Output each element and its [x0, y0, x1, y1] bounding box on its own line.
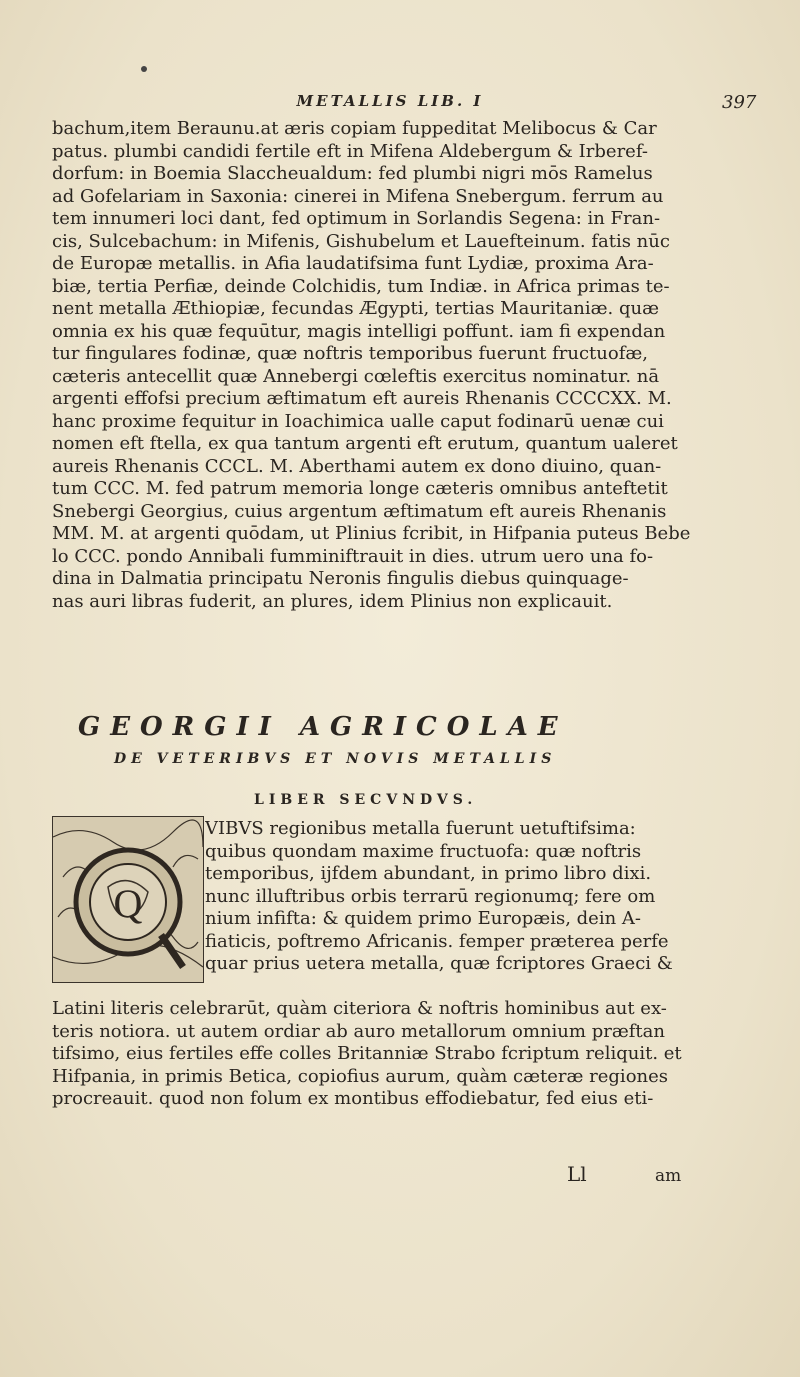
text-line: quar prius uetera metalla, quæ fcriptores Graeci &: [205, 953, 673, 974]
text-line: nunc illuftribus orbis terrarū regionumq; fere om: [205, 885, 656, 907]
woodcut-ornament: [53, 817, 203, 982]
signature-mark: Ll: [567, 1162, 587, 1186]
page-number: 397: [722, 92, 757, 113]
text-line: argenti effofsi precium æftimatum eft aureis Rhenanis CCCCXX. M.: [52, 388, 672, 409]
text-line: bachum,item Beraunu.at æris copiam fuppeditat Melibocus & Car: [52, 118, 657, 139]
chapter-subheading: DE VETERIBVS ET NOVIS METALLIS: [114, 751, 557, 767]
text-line: cis, Sulcebachum: in Mifenis, Gishubelum et Lauefteinum. fatis nūc: [52, 230, 670, 252]
text-line: MM. M. at argenti quōdam, ut Plinius fcribit, in Hifpania puteus Bebe: [52, 523, 691, 544]
chapter-heading: GEORGII AGRICOLAE: [78, 712, 568, 742]
text-line: omnia ex his quæ fequūtur, magis intelligi poffunt. iam fi expendan: [52, 320, 666, 342]
ink-dot: [141, 66, 147, 72]
text-line: lo CCC. pondo Annibali fumminiftrauit in dies. utrum uero una fo-: [52, 545, 654, 567]
text-line: Hifpania, in primis Betica, copiofius aurum, quàm cæteræ regiones: [52, 1065, 669, 1087]
text-line: tem innumeri loci dant, fed optimum in Sorlandis Segena: in Fran-: [52, 208, 661, 229]
text-line: patus. plumbi candidi fertile eft in Mifena Aldebergum & Irberef-: [52, 140, 648, 162]
text-line: nomen eft ftella, ex qua tantum argenti eft erutum, quantum ualeret: [52, 433, 678, 454]
text-line: teris notiora. ut autem ordiar ab auro metallorum omnium præftan: [52, 1020, 665, 1042]
text-line: aureis Rhenanis CCCL. M. Aberthami autem ex dono diuino, quan-: [52, 455, 662, 477]
decorated-initial: [52, 816, 204, 983]
text-line: procreauit. quod non folum ex montibus effodiebatur, fed eius eti-: [52, 1088, 654, 1109]
paragraph-2: [52, 998, 752, 1111]
text-line: Snebergi Georgius, cuius argentum æftimatum eft aureis Rhenanis: [52, 500, 667, 522]
text-line: nent metalla Æthiopiæ, fecundas Ægypti, tertias Mauritaniæ. quæ: [52, 298, 659, 319]
initial-letter: Q: [113, 881, 143, 926]
indented-paragraph: [205, 818, 753, 976]
text-line: tifsimo, eius fertiles effe colles Britanniæ Strabo fcriptum reliquit. et: [52, 1043, 682, 1064]
text-line: nium infifta: & quidem primo Europæis, dein A-: [205, 908, 641, 929]
text-line: dorfum: in Boemia Slaccheualdum: fed plumbi nigri mōs Ramelus: [52, 163, 653, 184]
text-line: nas auri libras fuderit, an plures, idem Plinius non explicauit.: [52, 590, 613, 612]
text-line: Latini literis celebrarūt, quàm citeriora & noftris hominibus aut ex-: [52, 998, 667, 1019]
text-line: tum CCC. M. fed patrum memoria longe cæteris omnibus anteftetit: [52, 478, 668, 499]
text-line: quibus quondam maxime fructuofa: quæ noftris: [205, 840, 642, 862]
paragraph-1: [52, 118, 752, 613]
text-line: de Europæ metallis. in Afia laudatifsima funt Lydiæ, proxima Ara-: [52, 253, 654, 274]
text-line: VIBVS regionibus metalla fuerunt uetuftifsima:: [205, 818, 636, 839]
running-head: METALLIS LIB. I: [296, 92, 484, 110]
text-line: fiaticis, poftremo Africanis. femper præterea perfe: [205, 930, 669, 952]
text-line: cæteris antecellit quæ Annebergi cœleftis exercitus nominatur. nā: [52, 365, 660, 387]
text-line: tur fingulares fodinæ, quæ noftris temporibus fuerunt fructuofæ,: [52, 343, 649, 364]
book-heading: LIBER SECVNDVS.: [254, 792, 478, 808]
text-line: temporibus, ijfdem abundant, in primo libro dixi.: [205, 863, 652, 884]
catchword: am: [655, 1166, 682, 1186]
text-line: biæ, tertia Perfiæ, deinde Colchidis, tum Indiæ. in Africa primas te-: [52, 275, 670, 297]
text-line: dina in Dalmatia principatu Neronis fingulis diebus quinquage-: [52, 568, 629, 589]
text-line: ad Gofelariam in Saxonia: cinerei in Mifena Snebergum. ferrum au: [52, 185, 664, 207]
text-line: hanc proxime fequitur in Ioachimica ualle caput fodinarū uenæ cui: [52, 410, 664, 432]
